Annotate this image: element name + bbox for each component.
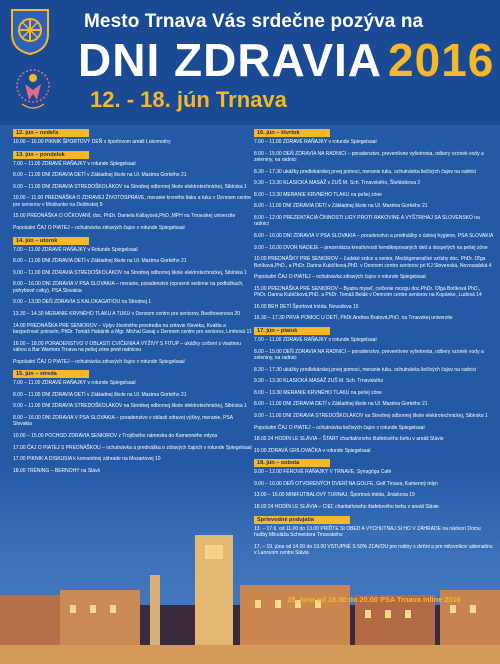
list-item: 19.00 ZDRAVÁ GRILOVAČKA v rotunde Spiegelsaal — [254, 447, 371, 454]
list-item: 16.00 – 18.00 PORADENSTVO V OBLASTI CVIČENIA A VÝŽIVY S FITUP – ukážky cvičení s vlastnou váhou a Bar Warriors Trnava na pešej zóne pred radnicou — [13, 340, 241, 353]
list-item: 8.00 – 16.00 DNI ZDRAVIA V PSA SLOVAKIA – poradenstvo v oblasti zdravej výživy, meranie, PSA Slovakia — [13, 414, 233, 428]
healthy-cities-logo-icon — [14, 64, 52, 114]
day-header: 18. jún – sobota — [254, 459, 330, 467]
list-item: 9.00 – 11.00 DNI ZDRAVIA STREDOŠKOLÁKOV na Strednej odbornej škole elektrotechnickej, Sibírska 1 — [13, 403, 247, 410]
list-item: 8.00 – 11.00 DNI ZDRAVIA DETÍ v Základnej škole na Ul. Maxima Gorkého 21 — [13, 391, 187, 398]
right-column — [254, 127, 494, 562]
list-item: 16.00 BEH DETÍ Športová triéda, Novudova 15 — [254, 303, 359, 310]
list-item: 18.00 24 HODÍN LE SLÁVIA – CIEĽ charitatívneho štafetového behu v areáli Slávie — [254, 504, 439, 511]
list-item: 17.00 ČAJ O PIATEJ S PREDNÁŠKOU – ochutnávka a prednáška o zdravých čajoch v rotunde Spiegelsaal — [13, 444, 252, 451]
list-item: 8.00 – 11.00 DNI ZDRAVIA DETÍ v Základnej škole na Ul. Maxima Gorkého 21 — [254, 203, 428, 210]
program-content — [0, 125, 500, 664]
left-column — [13, 127, 253, 479]
day-header: 12. jún – nedeľa — [13, 129, 89, 137]
list-item: 13. – 17.6. od 11.00 do 13.00 PRÍĎTE SI OBED A VYCHUTNAJ SI HO V ZÁHRADE na nádvorí Domu hudby Mikuláša Schneidera Trnavského — [254, 525, 481, 539]
day-header: 14. jún – utorok — [13, 237, 89, 245]
day-header: 17. jún – piatok — [254, 327, 330, 335]
list-item: 18.00 24 HODÍN LE SLÁVIA – ŠTART charitatívneho štafetového behu v areáli Slávie — [254, 436, 444, 443]
list-item: 9.30 – 13.30 KLASICKÁ MASÁŽ ZUŠ M. Sch. Trnavského — [254, 378, 384, 385]
day-block-mon — [13, 151, 253, 232]
list-item: 7.00 – 11.00 ZDRAVÉ RAŇAJKY v rotunde Spiegelsaal — [13, 380, 136, 387]
list-item: 8.00 – 16.00 DNI ZDRAVIA V PSA SLOVAKIA – meranie, poradenstvo (opravné sedenie na podložkach, pohybové cviky), PSA Slovakia — [13, 281, 244, 294]
list-item: 9.30 – 13.30 KLASICKÁ MASÁŽ v ZUŠ M. Sch. Trnavského, Štefánikova 2 — [254, 180, 421, 187]
list-item: 10.00 – 11.00 PREDNÁŠKA O ZDRAVEJ ŽIVOTOSPRÁVE, meranie krvného tlaku a tuku v Dennom centre pre seniorov v Modranke na Dedinskej 9 — [13, 195, 251, 208]
list-item: 9.00 – 11.00 DNI ZDRAVIA STREDOŠKOLÁKOV na Strednej odbornej škole elektrotechnickej, Sibírska 1 — [254, 412, 488, 419]
day-block-fri — [254, 327, 494, 454]
list-item: 9.00 – 11.00 DNI ZDRAVIA STREDOŠKOLÁKOV na Strednej odbornej škole elektrotechnickej, Sibírska 1 — [13, 183, 247, 190]
list-item: Popoludní ČAJ O PIATEJ – ochutnávka zdravých čajov v rotunde Spiegelsaal — [13, 224, 185, 231]
list-item: Popoludní ČAJ O PIATEJ – ochutnávka zdravých čajov v rotunde Spiegelsaal — [254, 274, 426, 281]
title-year: 2016 — [388, 34, 495, 86]
list-item: 8.00 – 15.00 DEŇ ZDRAVIA NA RADNICI – poradenstvo, preventívne vyšetrenia, odbery vzoriek vody a zeleniny, na radnici — [254, 150, 484, 163]
list-item: 9.00 – 11.00 DNI ZDRAVIA STREDOŠKOLÁKOV na Strednej odbornej škole elektrotechnickej, Sibírska 1 — [13, 269, 247, 276]
day-header: Sprievodné podujatia — [254, 516, 350, 524]
list-item: 8.00 – 12.00 PREZENTÁCIA ČINNOSTI LIGY PROTI RAKOVINE A VYŠTRIHAJ SA SLOVENSKO na radnici — [254, 214, 480, 228]
list-item: 8.00 – 13.30 MERANIE KRVNÉHO TLAKU na pešej zóne — [254, 191, 382, 198]
list-item: 16.30 – 17.30 PRVÁ POMOC U DETÍ, PhDr.Andrea Bratová,PhD. na Trnavskej univerzite — [254, 315, 453, 322]
list-item: 8.00 – 13.30 MERANIE KRVNÉHO TLAKU na pešej zóne — [254, 389, 382, 396]
list-item: 14.00 PREDNÁŠKA PRE SENIOROV – Vplyv životného prostredia na zdravie človeka, Kvalita a bezpečnosť potravín, PhDr. Tomáš Habánik a Mgr. Michal Ganaj v Dennom centre pre seniorov, Limbová 11 — [13, 322, 252, 335]
list-item: 18.00 TRÉNING – BERNOHY na Slávii — [13, 467, 100, 474]
list-item: 8.00 – 11.00 DNI ZDRAVIA DETÍ v Základnej škole na Ul. Maxima Gorkého 21 — [13, 172, 187, 179]
list-item: 9.00 – 12.00 FÉROVÉ RAŇAJKY V TRNAVE, Synagóga Café — [254, 469, 392, 476]
invitation-line: Mesto Trnava Vás srdečne pozýva na — [84, 11, 424, 32]
list-item: 9.00 – 16.00 DVOR NADEJE – prezentácia kreatívnosti hendikepovaných detí a dospelých na pešej zóne — [254, 244, 488, 251]
list-item: 7.00 – 11.00 ZDRAVÉ RAŇAJKY v Rotunde Spiegelsaal — [13, 246, 138, 253]
list-item: 8.00 – 11.00 DNI ZDRAVIA DETÍ v Základnej škole na Ul. Maxima Gorkého 21 — [13, 258, 187, 265]
list-item: 7.00 – 11.00 ZDRAVÉ RAŇAJKY v rotunde Spiegelsaal — [254, 139, 377, 145]
list-item: 13.00 – 16.00 MINIFUTBALOVÝ TURNAJ, Športová triéda, Jiráskova 19 — [254, 492, 415, 499]
day-block-thu — [254, 129, 494, 322]
header — [0, 0, 500, 125]
list-item: Popoludní ČAJ O PIATEJ – ochutnávka liečivých čajov v rotunde Spiegelsaal — [254, 424, 425, 431]
list-item: 9.00 – 13.00 DEŇ ZDRAVIA S KALOKAGATIOU na Strednej 1 — [13, 299, 152, 306]
day-header: 16. jún – štvrtok — [254, 129, 330, 137]
title-main: DNI ZDRAVIA — [78, 34, 383, 86]
list-item: 15.00 PREDNÁŠKA O OČKOVANÍ, doc. PhDr. Daniela Kállayová,PhD.,MPH na Trnavskej univerzite — [13, 213, 236, 220]
list-item: 8.30 – 17.30 ukážky predlekárskej prvej pomoci, meranie tuku, ochutnávka liečivých čajov na radnici — [254, 366, 477, 373]
list-item: 8.30 – 17.30 ukážky predlekárskej prvej pomoci, meranie tuku, ochutnávka liečivých čajov na radnici — [254, 168, 477, 175]
day-block-sun — [13, 129, 253, 145]
list-item: 8.00 – 11.00 DNI ZDRAVIA DETÍ v Základnej škole na Ul. Maxima Gorkého 21 — [254, 401, 428, 408]
list-item: 15.00 PREDNÁŠKA PRE SENIOROV – Byatra myseľ, cvičenie mozgu doc.PhDr. Oľga Botíková PhD., PhDr. Darina Kubíčková,PhD. a PhDr. Tomáš Belák v Dennom centre seniorov na Kopánke, Ludová 14 — [254, 285, 482, 299]
day-block-tue — [13, 237, 253, 365]
page-title — [78, 32, 494, 88]
day-block-sat — [254, 459, 494, 510]
list-item: 8.00 – 16.00 DNI ZDRAVIA V PSA SLOVAKIA – poradenstvo a prednášky o ústnej hygiene, PSA SLOVAKIA — [254, 232, 494, 239]
list-item: 13.30 – 14.30 MERANIE KRVNÉHO TLAKU A TUKU v Dennom centre pre seniorov, Beethovenova 20 — [13, 310, 240, 317]
day-header: 15. jún – streda — [13, 370, 89, 378]
list-item: 10.00 – 15.00 POCHOD ZDRAVIA SENIOROV z Trojičného námestia do Kamenného mlyna — [13, 432, 218, 439]
day-block-wed — [13, 370, 253, 474]
accompanying-events — [254, 516, 494, 557]
list-item: 17.00 PIKNIK A DISKUSIA k komunitnej záhrade na Mozartovej 10 — [13, 456, 161, 463]
list-item: 7.00 – 11.00 ZDRAVÉ RAŇAJKY v rotunde Spiegelsaal — [254, 336, 377, 343]
list-item: Popoludní ČAJ O PIATEJ – ochutnávka zdravých čajov v rotunde Spiegelsaal — [13, 358, 185, 365]
list-item: 10.00 – 16.00 PIKNIK ŠPORTOVÝ DEŇ v športovom areáli Lokomotíry — [13, 139, 171, 145]
list-item: 7.00 – 11.00 ZDRAVÉ RAŇAJKY v rotunde Spiegelsaal — [13, 160, 136, 167]
list-item: 9.00 – 16.00 DEŇ OTVORENÝCH DVERÍ NA GOLFE, Golf Trnava, Kamenný mlyn — [254, 480, 438, 487]
inline-event-note: 25. júna od 16.00 do 20.00 PSA Trnava inline 2016 — [287, 595, 461, 604]
event-dates: 12. - 18. jún Trnava — [90, 87, 287, 112]
list-item: 8.00 – 15.00 DEŇ ZDRAVIA NA RADNICI – poradenstvo, preventívne vyšetrenia, odbery vzoriek vody a zeleniny, na radnici — [254, 348, 484, 361]
day-header: 13. jún – pondelok — [13, 151, 89, 159]
city-coat-of-arms-icon — [10, 8, 50, 56]
list-item: 10.00 PREDNÁŠKY PRE SENIOROV – Ľudské srdce a senior, Medzigeneračné vzťahy doc. PhDr. Oľga Botíková,PhD., a PhDr. Darina Kubíčková,PhD. v Dennom centre seniorov pri KJ Slovenská, Novosadská 4 — [254, 256, 492, 269]
list-item: 17. – 19. júna od 14.00 do 19.00 VSTUPNÉ S 50% ZĽAVOU pre rodiny s deťmi a pre milovníkov adrenalínu v Lanovom centre Slávia — [254, 543, 493, 557]
